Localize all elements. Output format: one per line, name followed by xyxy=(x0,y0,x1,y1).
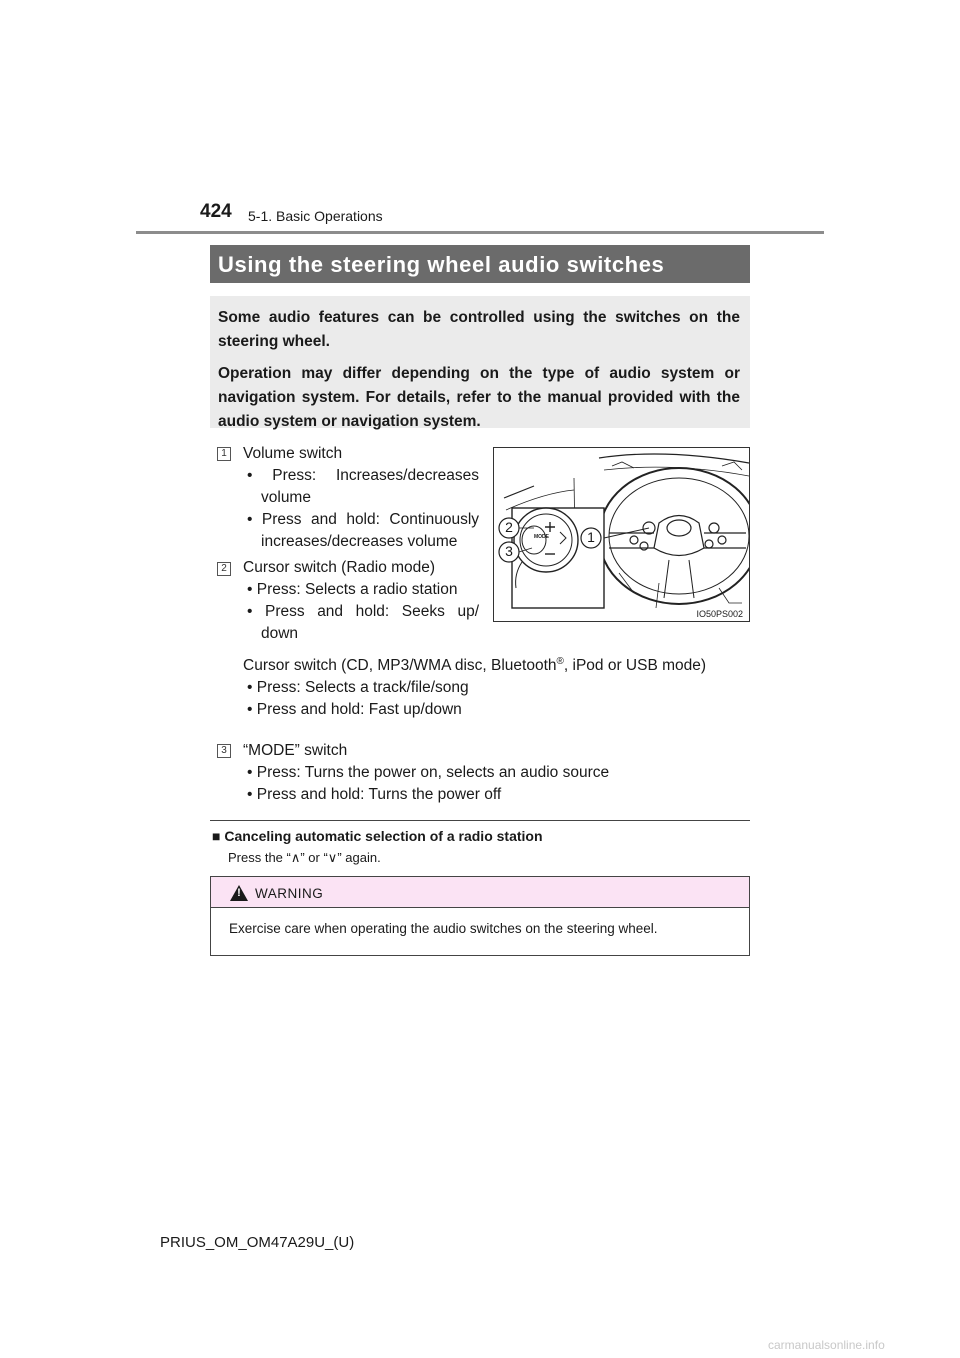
cursor-switch-media-item xyxy=(243,651,743,721)
note-body: Press the “∧” or “∨” again. xyxy=(228,850,381,865)
warning-text: Exercise care when operating the audio switches on the steering wheel. xyxy=(229,921,658,936)
intro-paragraph: Some audio features can be controlled using the switches on the steering wheel. xyxy=(218,309,740,350)
page-title: Using the steering wheel audio switches xyxy=(210,245,750,283)
section-label: 5-1. Basic Operations xyxy=(248,208,383,224)
item-bullet: • Press: Selects a track/file/song xyxy=(247,679,469,697)
item-title: “MODE” switch xyxy=(243,742,348,759)
warning-title: WARNING xyxy=(255,886,324,901)
item-title: Cursor switch (Radio mode) xyxy=(243,559,436,576)
item-bullet: • Press: Turns the power on, selects an audio source xyxy=(247,764,610,781)
item-bullet: • Press and hold: Turns the power off xyxy=(247,786,502,803)
steering-wheel-drawing xyxy=(494,448,749,621)
volume-switch-item xyxy=(243,443,479,553)
callout-label: 1 xyxy=(587,529,595,545)
mode-switch-item xyxy=(243,740,743,806)
item-number-badge: 2 xyxy=(217,562,231,576)
intro-box xyxy=(210,296,750,428)
item-bullet: • Press: Selects a radio station xyxy=(247,581,458,598)
callout-label: 2 xyxy=(505,519,513,535)
illustration-code: IO50PS002 xyxy=(696,609,743,619)
page-number: 424 xyxy=(200,201,232,222)
item-bullet: • Press: Increases/decreases volume xyxy=(247,467,479,506)
steering-wheel-illustration xyxy=(493,447,750,622)
item-number-badge: 3 xyxy=(217,744,231,758)
note-heading: ■ Canceling automatic selection of a radio station xyxy=(212,828,543,844)
mode-button-label: MODE xyxy=(534,534,549,540)
item-title: Cursor switch (CD, MP3/WMA disc, Bluetooth®, iPod or USB mode) xyxy=(243,656,707,675)
watermark: carmanualsonline.info xyxy=(768,1338,885,1352)
header-divider xyxy=(136,231,824,234)
cursor-switch-radio-item xyxy=(243,557,479,645)
warning-icon-glyph: ! xyxy=(237,887,241,899)
section-divider xyxy=(210,820,750,821)
footer-document-code: PRIUS_OM_OM47A29U_(U) xyxy=(160,1234,355,1251)
item-number-badge: 1 xyxy=(217,447,231,461)
warning-header xyxy=(211,877,749,908)
item-bullet: • Press and hold: Continuously increases/decreases volume xyxy=(247,511,480,550)
intro-paragraph: Operation may differ depending on the type of audio system or navigation system. For details, refer to the manual provided with the audio system or navigation system. xyxy=(218,365,740,430)
callout-label: 3 xyxy=(505,543,513,559)
item-bullet: • Press and hold: Fast up/down xyxy=(247,701,462,719)
item-title: Volume switch xyxy=(243,445,343,462)
item-bullet: • Press and hold: Seeks up/ down xyxy=(247,603,479,642)
warning-box xyxy=(210,876,750,956)
